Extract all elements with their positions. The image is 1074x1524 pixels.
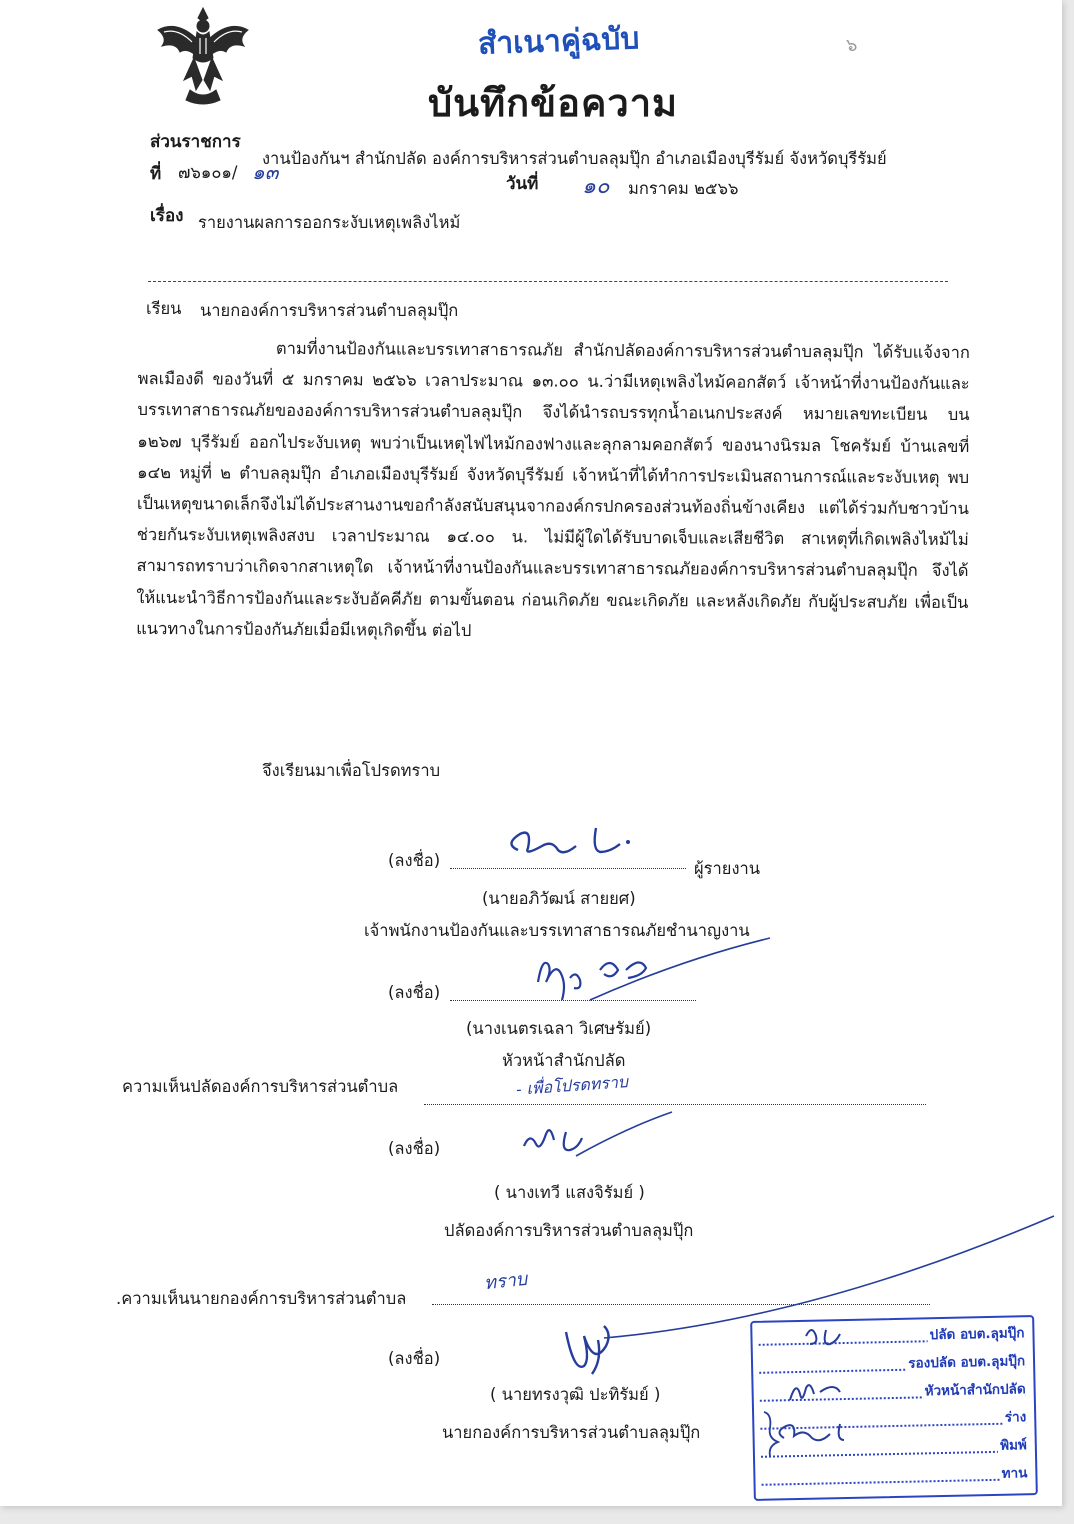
- ref-handwritten-number: ๑๓: [252, 160, 279, 184]
- ref-number: ๗๖๑๐๑/: [178, 163, 238, 182]
- date-month-year: มกราคม ๒๕๖๖: [628, 179, 739, 198]
- agency-label: ส่วนราชการ: [150, 132, 241, 152]
- palad-signature: [516, 1108, 676, 1164]
- sign-label-palad: (ลงชื่อ): [388, 1139, 441, 1158]
- palad-opinion-label: ความเห็นปลัดองค์การบริหารส่วนตำบล: [122, 1077, 399, 1096]
- routing-initials: [770, 1316, 900, 1456]
- routing-row: รองปลัด อบต.ลุมปุ๊ก: [759, 1349, 1025, 1379]
- sign-label-head: (ลงชื่อ): [388, 983, 441, 1002]
- page-number-mark: ๖: [846, 35, 858, 56]
- routing-row: หัวหน้าสำนักปลัด: [759, 1377, 1025, 1407]
- palad-position: ปลัดองค์การบริหารส่วนตำบลลุมปุ๊ก: [444, 1221, 694, 1240]
- mayor-name: ( นายทรงวุฒิ ปะทิรัมย์ ): [490, 1385, 661, 1404]
- routing-row: ทาน: [761, 1461, 1027, 1491]
- sign-label-reporter: (ลงชื่อ): [388, 851, 441, 870]
- reporter-name: (นายอภิวัฒน์ สายยศ): [482, 889, 636, 908]
- certified-copy-stamp: สำเนาคู่ฉบับ: [477, 21, 640, 62]
- salutation-label: เรียน: [146, 299, 182, 318]
- date-day-handwritten: ๑๐: [582, 174, 610, 199]
- body-paragraph: ตามที่งานป้องกันและบรรเทาสาธารณภัย สำนักปลัดองค์การบริหารส่วนตำบลลุมปุ๊ก ได้รับแจ้งจากพลเมืองดี ของวันที่ ๕ มกราคม ๒๕๖๖ เวลาประมาณ ๑๓.๐๐ น.ว่ามีเหตุเพลิงไหม้คอกสัตว์ เจ้าหน้าที่งานป้องกันและบรรเทาสาธารณภัยขององค์การบริหารส่วนตำบลลุมปุ๊ก จึงได้นำรถบรรทุกน้ำอเนกประสงค์ หมายเลขทะเบียน บน ๑๒๖๗ บุรีรัมย์ ออกไประงับเหตุ พบว่าเป็นเหตุไฟไหม้กองฟางและลุกลามคอกสัตว์ ของนางนิรมล โชครัมย์ บ้านเลขที่ ๑๔๒ หมู่ที่ ๒ ตำบลลุมปุ๊ก อำเภอเมืองบุรีรัมย์ จังหวัดบุรีรัมย์ เจ้าหน้าที่ได้ทำการประเมินสถานการณ์และระงับเหตุ พบเป็นเหตุขนาดเล็กจึงไม่ได้ประสานงานขอกำลังสนับสนุนจากองค์กรปกครองส่วนท้องถิ่นข้างเคียง แต่ได้ร่วมกับชาวบ้านช่วยกันระงับเหตุเพลิงสงบ เวลาประมาณ ๑๔.๐๐ น. ไม่มีผู้ใดได้รับบาดเจ็บและเสียชีวิต สาเหตุที่เกิดเพลิงไหม้ไม่สามารถทราบว่าเกิดจากสาเหตุใด เจ้าหน้าที่งานป้องกันและบรรเทาสาธารณภัยองค์การบริหารส่วนตำบลลุมปุ๊ก จึงได้ให้แนะนำวิธีการป้องกันและระงับอัคคีภัย ตามขั้นตอน ก่อนเกิดภัย ขณะเกิดภัย และหลังเกิดภัย กับผู้ประสบภัย เพื่อเป็นแนวทางในการป้องกันภัยเมื่อมีเหตุเกิดขึ้น ต่อไป: [136, 338, 970, 640]
- closing-line: จึงเรียนมาเพื่อโปรดทราบ: [262, 761, 441, 780]
- garuda-emblem: [150, 2, 256, 106]
- sign-label-mayor: (ลงชื่อ): [388, 1349, 441, 1368]
- palad-name: ( นางเทวี แสงจิรัมย์ ): [494, 1183, 645, 1202]
- head-signature: [530, 930, 780, 1010]
- mayor-opinion-handwritten: ทราบ: [483, 1268, 529, 1295]
- routing-row: ปลัด อบต.ลุมปุ๊ก: [758, 1321, 1024, 1351]
- subject-value: รายงานผลการออกระงับเหตุเพลิงไหม้: [198, 213, 461, 232]
- palad-opinion-line: [424, 1104, 926, 1105]
- reporter-role: ผู้รายงาน: [694, 859, 761, 878]
- reporter-signature-line: [450, 868, 686, 869]
- head-name: (นางเนตรเฉลา วิเศษรัมย์): [466, 1019, 652, 1038]
- date-label: วันที่: [506, 174, 539, 194]
- head-position: หัวหน้าสำนักปลัด: [502, 1051, 626, 1070]
- salutation-recipient: นายกองค์การบริหารส่วนตำบลลุมปุ๊ก: [200, 301, 459, 320]
- head-signature-line: [450, 1000, 696, 1001]
- palad-opinion-handwritten: - เพื่อโปรดทราบ: [515, 1072, 629, 1099]
- reporter-signature: [500, 820, 640, 864]
- mayor-opinion-label: .ความเห็นนายกองค์การบริหารส่วนตำบล: [116, 1289, 407, 1308]
- routing-row: ร่าง: [760, 1405, 1026, 1435]
- header-divider: [148, 281, 948, 282]
- ref-label: ที่: [150, 164, 162, 184]
- reporter-position: เจ้าพนักงานป้องกันและบรรเทาสาธารณภัยชำนาญงาน: [364, 921, 750, 940]
- subject-label: เรื่อง: [150, 206, 184, 226]
- mayor-position: นายกองค์การบริหารส่วนตำบลลุมปุ๊ก: [442, 1423, 701, 1442]
- agency-value: งานป้องกันฯ สำนักปลัด องค์การบริหารส่วนตำบลลุมปุ๊ก อำเภอเมืองบุรีรัมย์ จังหวัดบุรีรัมย์: [262, 149, 887, 168]
- routing-row: พิมพ์: [761, 1433, 1027, 1463]
- page-title: บันทึกข้อความ: [428, 81, 679, 125]
